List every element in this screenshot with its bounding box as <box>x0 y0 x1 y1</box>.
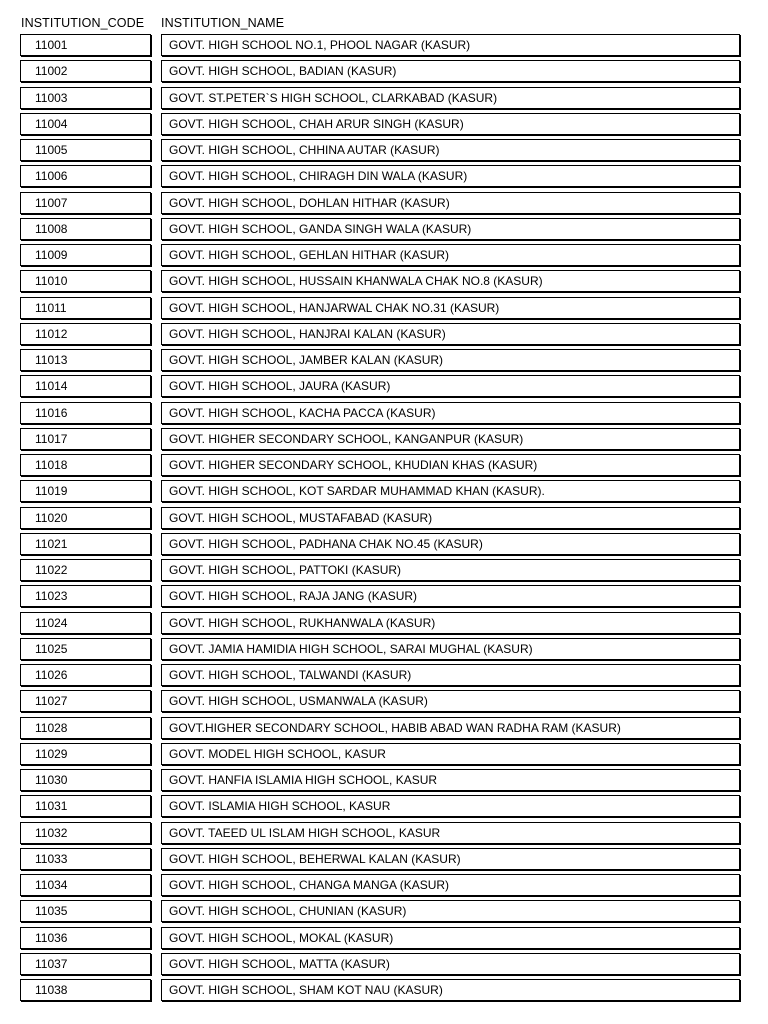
institution-code-cell: 11013 <box>20 349 151 371</box>
institution-name-cell: GOVT. HANFIA ISLAMIA HIGH SCHOOL, KASUR <box>161 769 740 791</box>
column-header-institution-code: INSTITUTION_CODE <box>21 16 145 30</box>
institution-code-cell: 11018 <box>20 454 151 476</box>
institution-code-cell: 11014 <box>20 375 151 397</box>
table-row <box>0 873 768 899</box>
institution-name-cell: GOVT. HIGH SCHOOL, HANJRAI KALAN (KASUR) <box>161 323 740 345</box>
table-row <box>0 59 768 85</box>
institution-name-cell: GOVT. ISLAMIA HIGH SCHOOL, KASUR <box>161 795 740 817</box>
institution-name-cell: GOVT. ST.PETER`S HIGH SCHOOL, CLARKABAD (KASUR) <box>161 87 740 109</box>
table-row <box>0 348 768 374</box>
table-row <box>0 374 768 400</box>
table-row <box>0 794 768 820</box>
institution-code-cell: 11037 <box>20 953 151 975</box>
institution-name-cell: GOVT. MODEL HIGH SCHOOL, KASUR <box>161 743 740 765</box>
institution-name-cell: GOVT. HIGH SCHOOL, DOHLAN HITHAR (KASUR) <box>161 192 740 214</box>
institution-name-cell: GOVT. HIGH SCHOOL, GANDA SINGH WALA (KASUR) <box>161 218 740 240</box>
table-row <box>0 899 768 925</box>
table-row <box>0 112 768 138</box>
institution-name-cell: GOVT. HIGH SCHOOL, JAURA (KASUR) <box>161 375 740 397</box>
institution-code-cell: 11003 <box>20 87 151 109</box>
institution-name-cell: GOVT. HIGH SCHOOL, HUSSAIN KHANWALA CHAK NO.8 (KASUR) <box>161 270 740 292</box>
table-row <box>0 269 768 295</box>
institution-code-cell: 11030 <box>20 769 151 791</box>
table-row <box>0 689 768 715</box>
institution-name-cell: GOVT. JAMIA HAMIDIA HIGH SCHOOL, SARAI MUGHAL (KASUR) <box>161 638 740 660</box>
table-row <box>0 926 768 952</box>
institution-name-cell: GOVT. HIGH SCHOOL NO.1, PHOOL NAGAR (KASUR) <box>161 34 740 56</box>
institution-name-cell: GOVT. HIGH SCHOOL, PATTOKI (KASUR) <box>161 559 740 581</box>
institution-code-cell: 11035 <box>20 900 151 922</box>
table-row <box>0 532 768 558</box>
table-row <box>0 322 768 348</box>
institution-name-cell: GOVT. HIGH SCHOOL, RAJA JANG (KASUR) <box>161 585 740 607</box>
institution-name-cell: GOVT. HIGH SCHOOL, BADIAN (KASUR) <box>161 60 740 82</box>
institution-code-cell: 11029 <box>20 743 151 765</box>
institution-code-cell: 11032 <box>20 822 151 844</box>
institution-code-cell: 11001 <box>20 34 151 56</box>
institution-code-cell: 11016 <box>20 402 151 424</box>
institution-code-cell: 11004 <box>20 113 151 135</box>
institution-code-cell: 11033 <box>20 848 151 870</box>
institution-code-cell: 11024 <box>20 612 151 634</box>
institution-code-cell: 11005 <box>20 139 151 161</box>
institution-code-cell: 11008 <box>20 218 151 240</box>
institution-name-cell: GOVT. HIGH SCHOOL, KACHA PACCA (KASUR) <box>161 402 740 424</box>
institution-code-cell: 11011 <box>20 297 151 319</box>
institution-name-cell: GOVT. HIGH SCHOOL, SHAM KOT NAU (KASUR) <box>161 979 740 1001</box>
institution-code-cell: 11027 <box>20 690 151 712</box>
institution-name-cell: GOVT. HIGH SCHOOL, CHAH ARUR SINGH (KASUR) <box>161 113 740 135</box>
institution-code-cell: 11031 <box>20 795 151 817</box>
institution-name-cell: GOVT. HIGH SCHOOL, HANJARWAL CHAK NO.31 (KASUR) <box>161 297 740 319</box>
institution-name-cell: GOVT. HIGH SCHOOL, MATTA (KASUR) <box>161 953 740 975</box>
table-row <box>0 821 768 847</box>
table-row <box>0 506 768 532</box>
institution-name-cell: GOVT.HIGHER SECONDARY SCHOOL, HABIB ABAD WAN RADHA RAM (KASUR) <box>161 717 740 739</box>
institution-name-cell: GOVT. HIGH SCHOOL, TALWANDI (KASUR) <box>161 664 740 686</box>
table-row <box>0 768 768 794</box>
table-row <box>0 453 768 479</box>
table-row <box>0 637 768 663</box>
table-row <box>0 243 768 269</box>
table-row <box>0 191 768 217</box>
institution-code-cell: 11023 <box>20 585 151 607</box>
institution-code-cell: 11017 <box>20 428 151 450</box>
institution-code-cell: 11006 <box>20 165 151 187</box>
institution-code-cell: 11020 <box>20 507 151 529</box>
table-row <box>0 584 768 610</box>
table-row <box>0 33 768 59</box>
institution-name-cell: GOVT. HIGHER SECONDARY SCHOOL, KHUDIAN KHAS (KASUR) <box>161 454 740 476</box>
institution-code-cell: 11019 <box>20 480 151 502</box>
institution-code-cell: 11034 <box>20 874 151 896</box>
institution-code-cell: 11010 <box>20 270 151 292</box>
table-row <box>0 217 768 243</box>
institution-name-cell: GOVT. HIGH SCHOOL, GEHLAN HITHAR (KASUR) <box>161 244 740 266</box>
column-header-institution-name: INSTITUTION_NAME <box>161 16 285 30</box>
table-row <box>0 847 768 873</box>
table-row <box>0 164 768 190</box>
table-row <box>0 86 768 112</box>
institution-name-cell: GOVT. HIGH SCHOOL, CHIRAGH DIN WALA (KASUR) <box>161 165 740 187</box>
institution-code-cell: 11026 <box>20 664 151 686</box>
institution-code-cell: 11036 <box>20 927 151 949</box>
institution-name-cell: GOVT. HIGH SCHOOL, BEHERWAL KALAN (KASUR) <box>161 848 740 870</box>
table-row <box>0 296 768 322</box>
institution-name-cell: GOVT. HIGH SCHOOL, KOT SARDAR MUHAMMAD KHAN (KASUR). <box>161 480 740 502</box>
institution-code-cell: 11009 <box>20 244 151 266</box>
institution-name-cell: GOVT. HIGHER SECONDARY SCHOOL, KANGANPUR (KASUR) <box>161 428 740 450</box>
institution-code-cell: 11025 <box>20 638 151 660</box>
institution-code-cell: 11002 <box>20 60 151 82</box>
table-row <box>0 716 768 742</box>
table-row <box>0 427 768 453</box>
institution-table <box>0 33 768 1004</box>
table-row <box>0 978 768 1004</box>
institution-code-cell: 11022 <box>20 559 151 581</box>
institution-code-cell: 11007 <box>20 192 151 214</box>
institution-name-cell: GOVT. HIGH SCHOOL, MUSTAFABAD (KASUR) <box>161 507 740 529</box>
institution-name-cell: GOVT. HIGH SCHOOL, CHUNIAN (KASUR) <box>161 900 740 922</box>
institution-name-cell: GOVT. HIGH SCHOOL, CHANGA MANGA (KASUR) <box>161 874 740 896</box>
institution-name-cell: GOVT. HIGH SCHOOL, PADHANA CHAK NO.45 (KASUR) <box>161 533 740 555</box>
institution-name-cell: GOVT. HIGH SCHOOL, CHHINA AUTAR (KASUR) <box>161 139 740 161</box>
institution-name-cell: GOVT. HIGH SCHOOL, USMANWALA (KASUR) <box>161 690 740 712</box>
table-row <box>0 558 768 584</box>
table-row <box>0 138 768 164</box>
institution-code-cell: 11021 <box>20 533 151 555</box>
institution-code-cell: 11028 <box>20 717 151 739</box>
table-row <box>0 742 768 768</box>
institution-name-cell: GOVT. HIGH SCHOOL, MOKAL (KASUR) <box>161 927 740 949</box>
institution-code-cell: 11038 <box>20 979 151 1001</box>
table-row <box>0 401 768 427</box>
table-row <box>0 663 768 689</box>
table-row <box>0 611 768 637</box>
table-row <box>0 952 768 978</box>
institution-name-cell: GOVT. HIGH SCHOOL, RUKHANWALA (KASUR) <box>161 612 740 634</box>
table-row <box>0 479 768 505</box>
institution-name-cell: GOVT. HIGH SCHOOL, JAMBER KALAN (KASUR) <box>161 349 740 371</box>
institution-code-cell: 11012 <box>20 323 151 345</box>
table-header <box>0 16 768 34</box>
institution-name-cell: GOVT. TAEED UL ISLAM HIGH SCHOOL, KASUR <box>161 822 740 844</box>
